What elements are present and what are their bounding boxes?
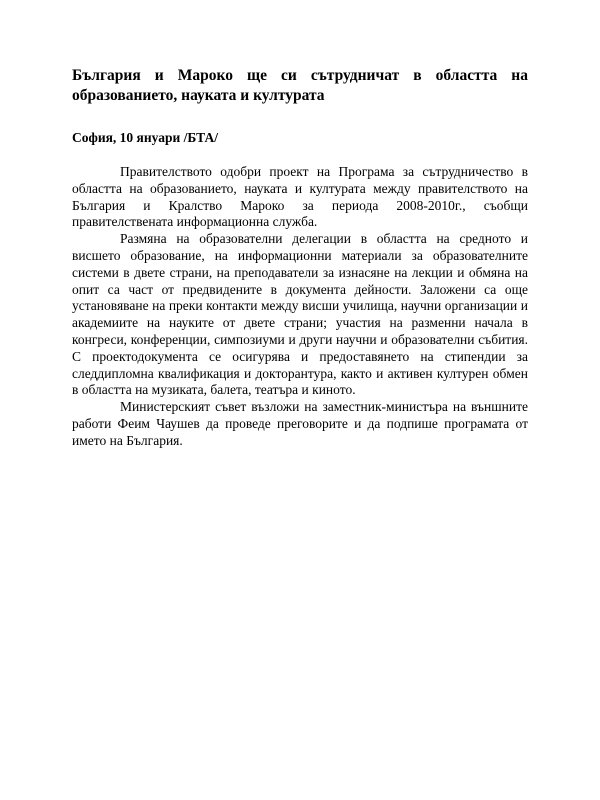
document-page: [72, 66, 528, 450]
article-body: [72, 164, 528, 450]
article-title: България и Мароко ще си сътрудничат в областта на образованието, науката и културата: [72, 67, 528, 104]
article-paragraph-3: Министерският съвет възложи на заместник-министъра на външните работи Феим Чаушев да проведе преговорите и да подпише програмата от името на България.: [72, 399, 528, 448]
article-paragraph-2: Размяна на образователни делегации в областта на средното и висшето образование, на информационни материали за образователните системи в двете страни, на преподаватели за изнасяне на лекции и обмяна на опит са част от предвидените в документа дейности. Заложени са още установяване на преки контакти между висши училища, научни организации и академиите на науките от двете страни; участия на разменни начала в конгреси, конференции, симпозиуми и други научни и образователни събития. С проектодокумента се осигурява и предоставянето на стипендии за следдипломна квалификация и докторантура, както и активен културен обмен в областта на музиката, балета, театъра и киното.: [72, 231, 528, 398]
article-paragraph-1: Правителството одобри проект на Програма за сътрудничество в областта на образованието, науката и културата между правителството на България и Кралство Мароко за периода 2008-2010г., съобщи правителствената информационна служба.: [72, 164, 528, 230]
article-dateline: София, 10 януари /БТА/: [72, 130, 218, 145]
